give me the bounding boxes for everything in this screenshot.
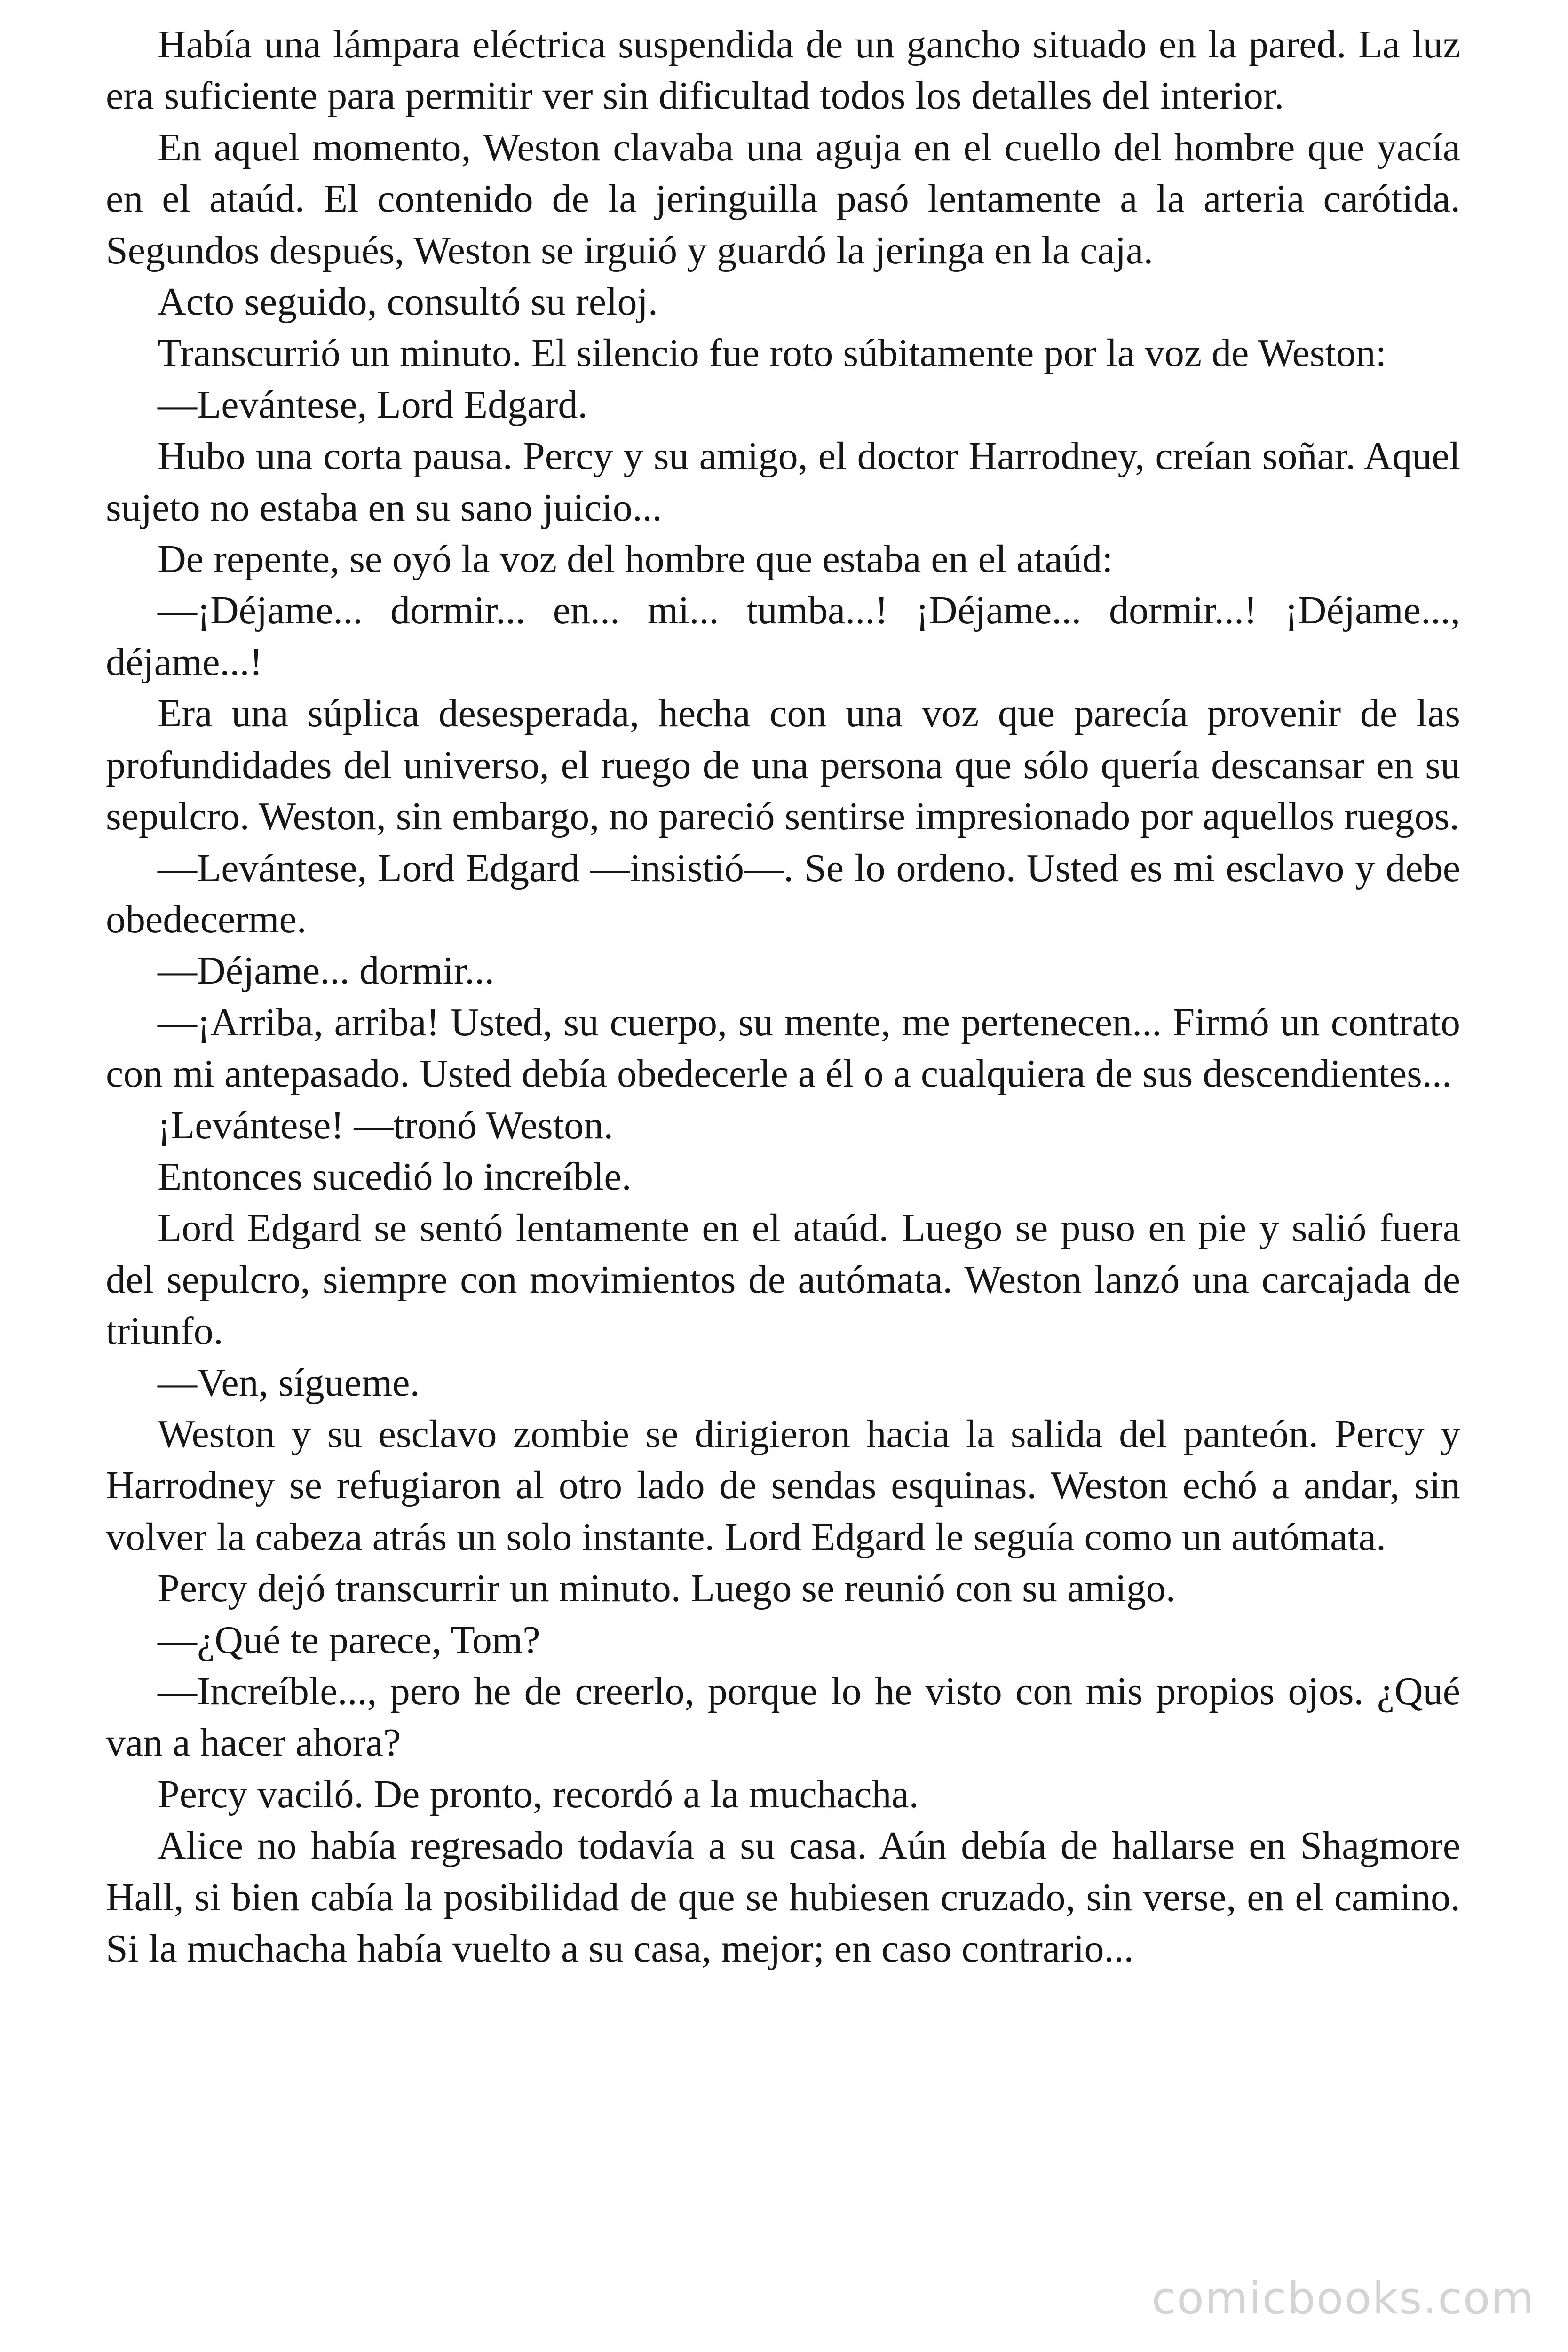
paragraph: En aquel momento, Weston clavaba una aguja en el cuello del hombre que yacía en el ataúd. El contenido de la jeringuilla pasó lentamente a la arteria carótida. Segundos después, Weston se irguió y guardó la jeringa en la caja.	[106, 125, 1460, 272]
paragraph: Lord Edgard se sentó lentamente en el ataúd. Luego se puso en pie y salió fuera del sepulcro, siempre con movimientos de autómata. Weston lanzó una carcajada de triunfo.	[106, 1206, 1460, 1353]
paragraph: Entonces sucedió lo increíble.	[158, 1154, 632, 1199]
paragraph: Percy dejó transcurrir un minuto. Luego se reunió con su amigo.	[158, 1566, 1176, 1611]
paragraph: Era una súplica desesperada, hecha con una voz que parecía provenir de las profundidades del universo, el ruego de una persona que sólo quería descansar en su sepulcro. Weston, sin embargo, no pareció sentirse impresionado por aquellos ruegos.	[106, 691, 1460, 839]
paragraph: —¡Arriba, arriba! Usted, su cuerpo, su mente, me pertenecen... Firmó un contrato con mi antepasado. Usted debía obedecerle a él o a cualquiera de sus descendientes...	[106, 1000, 1460, 1096]
paragraph: —Déjame... dormir...	[158, 949, 495, 993]
watermark: comicbooks.com	[1151, 2273, 1535, 2324]
paragraph: —Ven, sígueme.	[158, 1360, 420, 1405]
paragraph: Percy vaciló. De pronto, recordó a la muchacha.	[158, 1772, 919, 1816]
paragraph: ¡Levántese! —tronó Weston.	[158, 1103, 614, 1147]
paragraph: —Increíble..., pero he de creerlo, porque lo he visto con mis propios ojos. ¿Qué van a hacer ahora?	[106, 1669, 1460, 1765]
paragraph: De repente, se oyó la voz del hombre que estaba en el ataúd:	[158, 537, 1113, 581]
paragraph: Acto seguido, consultó su reloj.	[158, 280, 658, 324]
paragraph: —¿Qué te parece, Tom?	[158, 1618, 540, 1662]
paragraph: Alice no había regresado todavía a su casa. Aún debía de hallarse en Shagmore Hall, si bien cabía la posibilidad de que se hubiesen cruzado, sin verse, en el camino. Si la muchacha había vuelto a su casa, mejor; en caso contrario...	[106, 1824, 1460, 1971]
paragraph: Transcurrió un minuto. El silencio fue roto súbitamente por la voz de Weston:	[158, 331, 1387, 375]
paragraph: —¡Déjame... dormir... en... mi... tumba...! ¡Déjame... dormir...! ¡Déjame..., déjame...!	[106, 588, 1460, 684]
paragraph: —Levántese, Lord Edgard —insistió—. Se lo ordeno. Usted es mi esclavo y debe obedecerme.	[106, 846, 1460, 941]
paragraph: Weston y su esclavo zombie se dirigieron hacia la salida del panteón. Percy y Harrodney se refugiaron al otro lado de sendas esquinas. Weston echó a andar, sin volver la cabeza atrás un solo instante. Lord Edgard le seguía como un autómata.	[106, 1412, 1460, 1559]
paragraph: —Levántese, Lord Edgard.	[158, 382, 588, 427]
page-body-text	[106, 19, 1460, 1974]
paragraph: Hubo una corta pausa. Percy y su amigo, el doctor Harrodney, creían soñar. Aquel sujeto no estaba en su sano juicio...	[106, 434, 1460, 530]
paragraph: Había una lámpara eléctrica suspendida de un gancho situado en la pared. La luz era suficiente para permitir ver sin dificultad todos los detalles del interior.	[106, 23, 1460, 118]
